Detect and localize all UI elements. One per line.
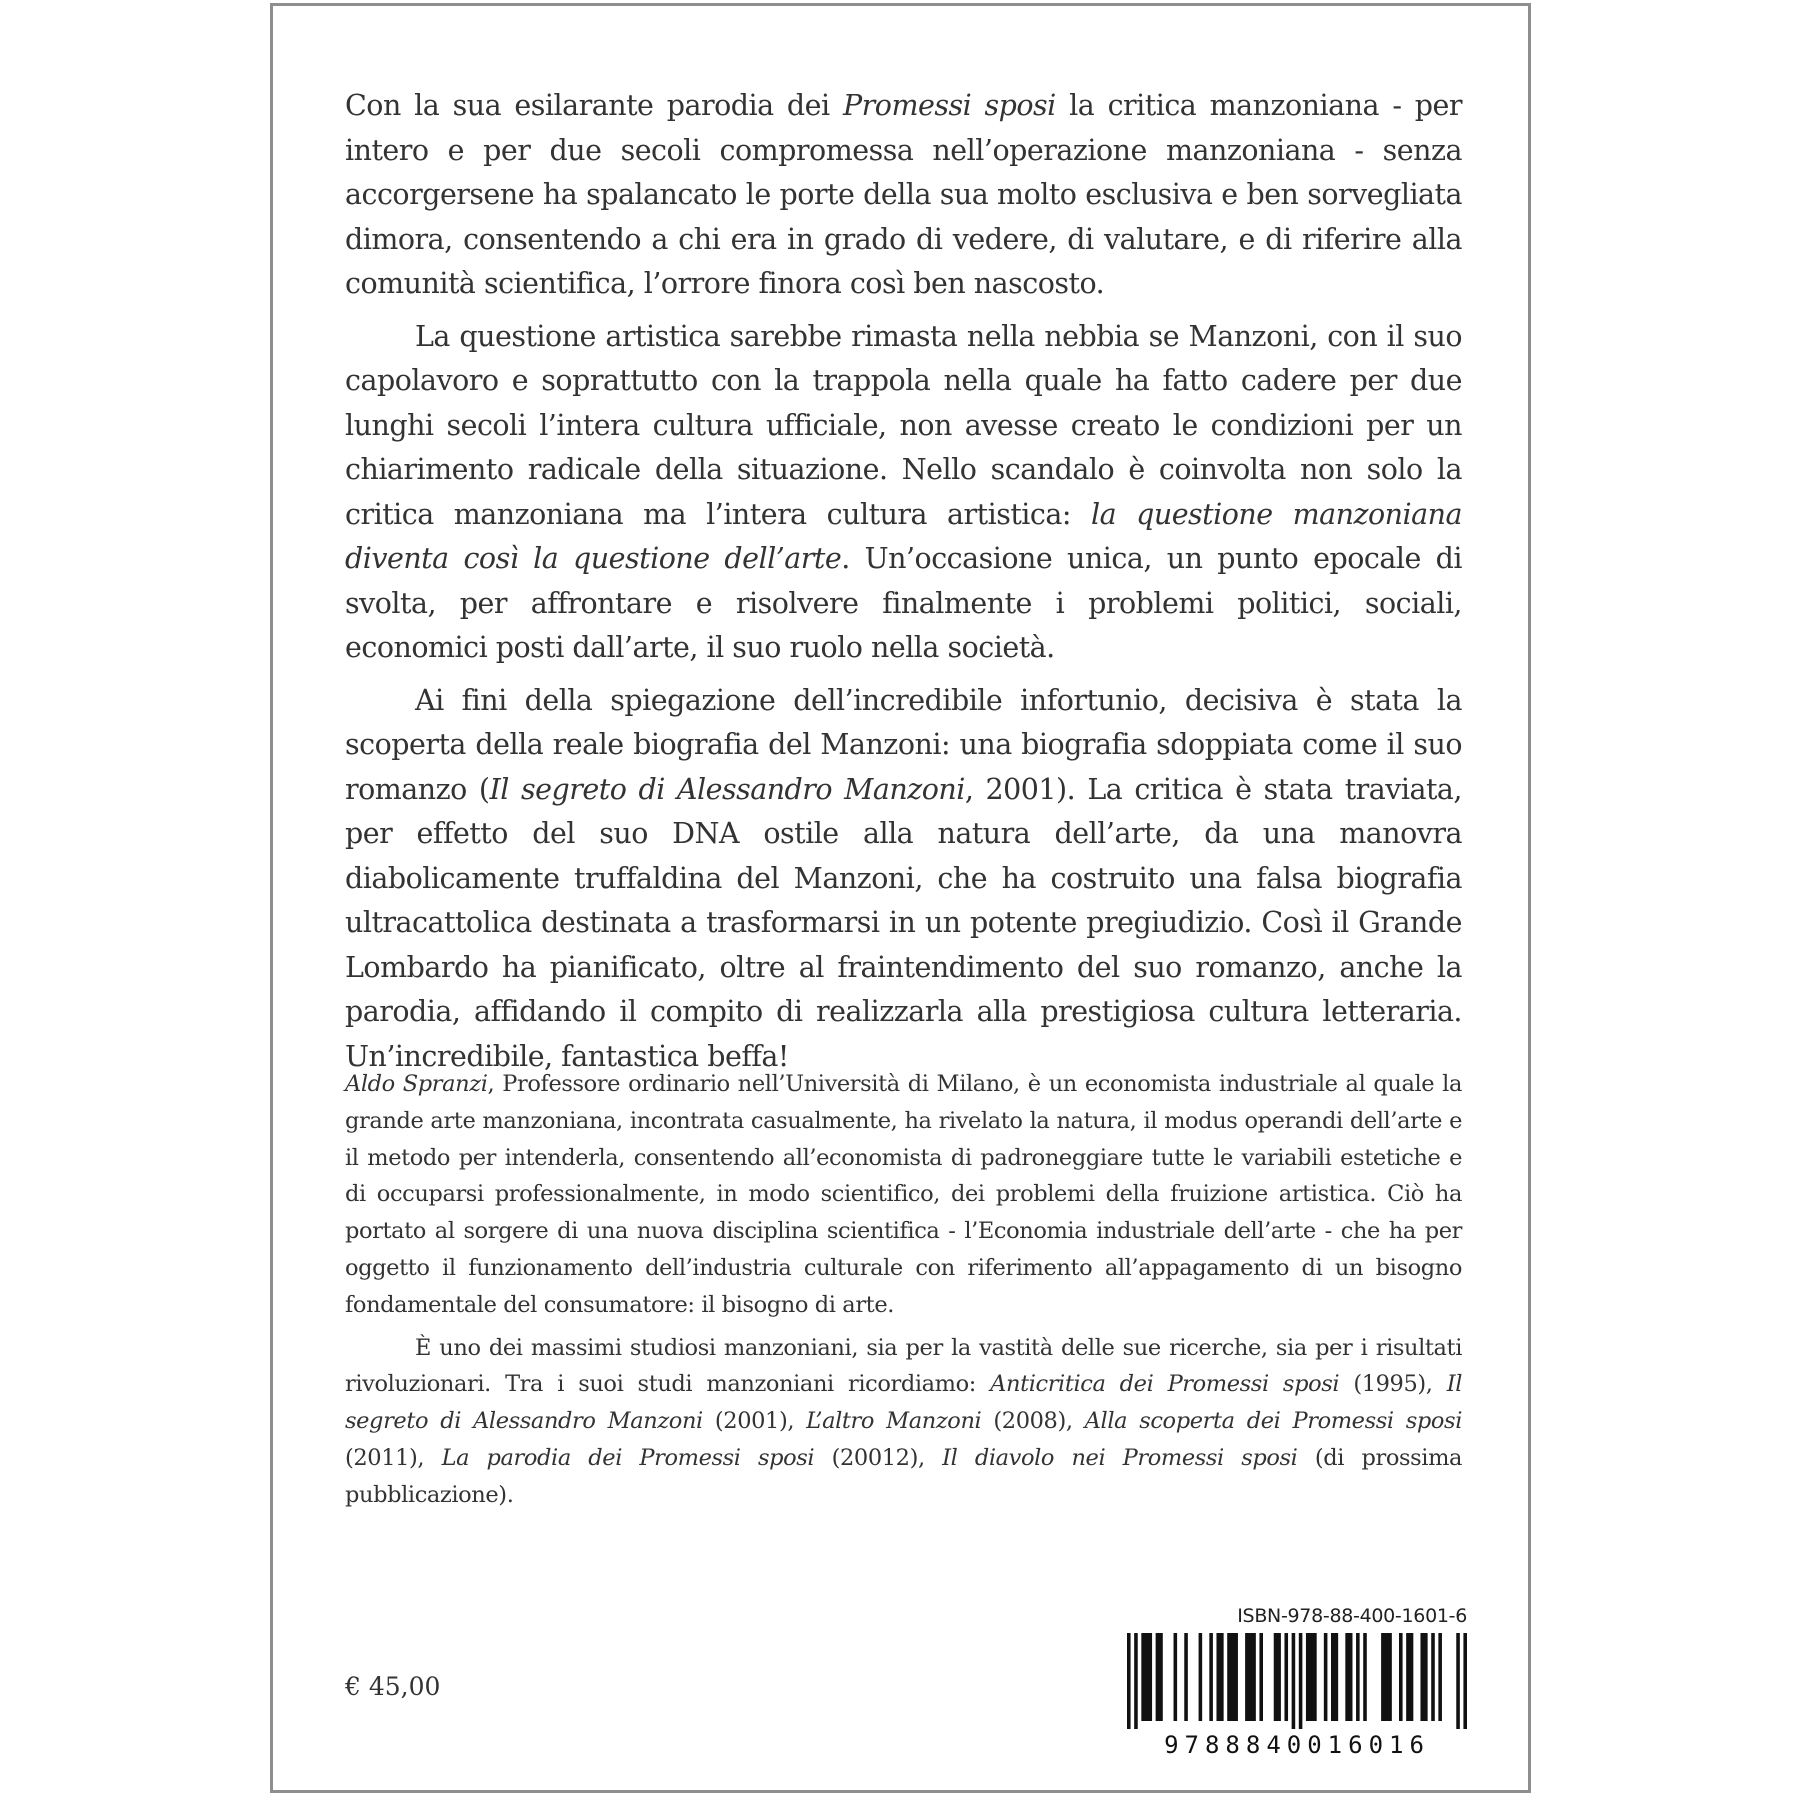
text-run: (2008), [981,1408,1085,1435]
barcode-bar [1209,1633,1213,1721]
book-back-cover [270,3,1531,1793]
barcode-icon [1127,1633,1467,1729]
barcode-bar [1456,1633,1460,1729]
text-run: Con la sua esilarante parodia dei [345,89,843,122]
isbn-label: ISBN-978-88-400-1601-6 [1237,1605,1467,1627]
barcode-bar [1274,1633,1281,1721]
italic-title-run: Promessi sposi [842,89,1056,122]
synopsis-paragraph-1 [345,84,1462,307]
barcode-bar [1184,1633,1188,1721]
barcode-bar [1299,1633,1303,1729]
barcode-bar [1134,1633,1138,1729]
text-run: La questione artistica sarebbe rimasta nella nebbia se Manzoni, con il suo capolavoro e soprattutto con la trappola nella quale ha fatto cadere per due lunghi secoli l’intera cultura ufficiale, non avesse creato le condizioni per un chiarimento radicale della situazione. Nello scandalo è coinvolta non solo la critica manzoniana ma l’intera cultura artistica: [345,319,1462,531]
barcode-bar [1216,1633,1223,1721]
barcode-bar [1284,1633,1288,1721]
price-label: € 45,00 [345,1672,441,1701]
barcode-bar [1174,1633,1178,1721]
barcode-bar [1306,1633,1317,1721]
text-run: la critica manzoniana - per intero e per due secoli compromessa nell’operazione manzoniana - senza accorgersene ha spalancato le porte della sua molto esclusiva e ben sorvegliata dimora, consentendo a chi era in grado di vedere, di valutare, e di riferire alla comunità scientifica, l’orrore finora così ben nascosto. [345,89,1463,300]
barcode-bar [1363,1633,1367,1721]
barcode-bar [1245,1633,1256,1721]
barcode-digits: 9788840016016 [1164,1731,1430,1759]
italic-title-run: Aldo Spranzi [345,1071,488,1097]
italic-title-run: Il segreto di Alessandro Manzoni [489,772,965,806]
text-run: (di prossima pubblicazione). [345,1444,1463,1508]
text-run: (20012), [814,1444,943,1471]
barcode-bar [1259,1633,1263,1721]
italic-title-run: L’altro Manzoni [806,1408,982,1435]
barcode-bar [1420,1633,1427,1721]
barcode-bar [1331,1633,1338,1721]
author-bio-paragraph-2 [345,1330,1462,1514]
text-run: , Professore ordinario nell’Università di Milano, è un economista industriale al quale la grande arte manzoniana, incontrata casualmente, ha rivelato la natura, il modus operandi dell’arte e il metodo per intenderla, consentendo all’economista di padroneggiare tutte le variabili estetiche e di occuparsi professionalmente, in modo scientifico, dei problemi della fruizione artistica. Ciò ha portato al sorgere di una nuova disciplina scientifica - l’Economia industriale dell’arte - che ha per oggetto il funzionamento dell’industria culturale con riferimento all’appagamento di un bisogno fondamentale del consumatore: il bisogno di arte. [345,1071,1462,1318]
italic-title-run: la questione manzoniana diventa così la questione dell’arte [345,497,1462,575]
text-run: Ai fini della spiegazione dell’incredibile infortunio, decisiva è stata la scoperta della reale biografia del Manzoni: una biografia sdoppiata come il suo romanzo ( [345,683,1462,806]
italic-title-run: Il segreto di Alessandro Manzoni [345,1371,1462,1435]
synopsis-paragraph-3 [345,679,1462,1080]
barcode-bar [1292,1633,1296,1729]
text-run: (2001), [702,1408,807,1435]
barcode-bar [1356,1633,1360,1721]
text-run: (2011), [345,1444,442,1471]
synopsis-paragraph-2 [345,315,1462,671]
barcode-bar [1431,1633,1435,1721]
text-run: (1995), [1339,1371,1447,1398]
barcode-bar [1227,1633,1238,1721]
italic-title-run: Anticritica dei Promessi sposi [990,1371,1340,1398]
barcode-bar [1141,1633,1152,1721]
italic-title-run: Il diavolo nei Promessi sposi [942,1444,1298,1471]
barcode-bar [1127,1633,1131,1729]
barcode-bar [1345,1633,1352,1721]
barcode-bar [1199,1633,1203,1721]
barcode-bar [1438,1633,1442,1721]
author-bio-paragraph-1 [345,1066,1462,1324]
italic-title-run: Alla scoperta dei Promessi sposi [1084,1408,1462,1435]
barcode-bar [1399,1633,1403,1721]
barcode-bar [1156,1633,1163,1721]
text-run: È uno dei massimi studiosi manzoniani, sia per la vastità delle sue ricerche, sia per i risultati rivoluzionari. Tra i suoi studi manzoniani ricordiamo: [345,1334,1462,1398]
author-bio [345,1066,1462,1514]
text-run: , 2001). La critica è stata traviata, per effetto del suo DNA ostile alla natura dell’arte, da una manovra diabolicamente truffaldina del Manzoni, che ha costruito una falsa biografia ultracattolica destinata a trasformarsi in un potente pregiudizio. Così il Grande Lombardo ha pianificato, oltre al fraintendimento del suo romanzo, anche la parodia, affidando il compito di realizzarla alla prestigiosa cultura letteraria. Un’incredibile, fantastica beffa! [345,772,1462,1073]
barcode-bar [1381,1633,1392,1721]
barcode-bar [1406,1633,1413,1721]
isbn-barcode-block [1127,1605,1467,1759]
synopsis-text [345,84,1462,1079]
italic-title-run: La parodia dei Promessi sposi [441,1444,815,1471]
barcode-bar [1463,1633,1467,1729]
barcode-bar [1324,1633,1328,1721]
text-run: . Un’occasione unica, un punto epocale di svolta, per affrontare e risolvere finalmente i problemi politici, sociali, economici posti dall’arte, il suo ruolo nella società. [345,542,1462,664]
